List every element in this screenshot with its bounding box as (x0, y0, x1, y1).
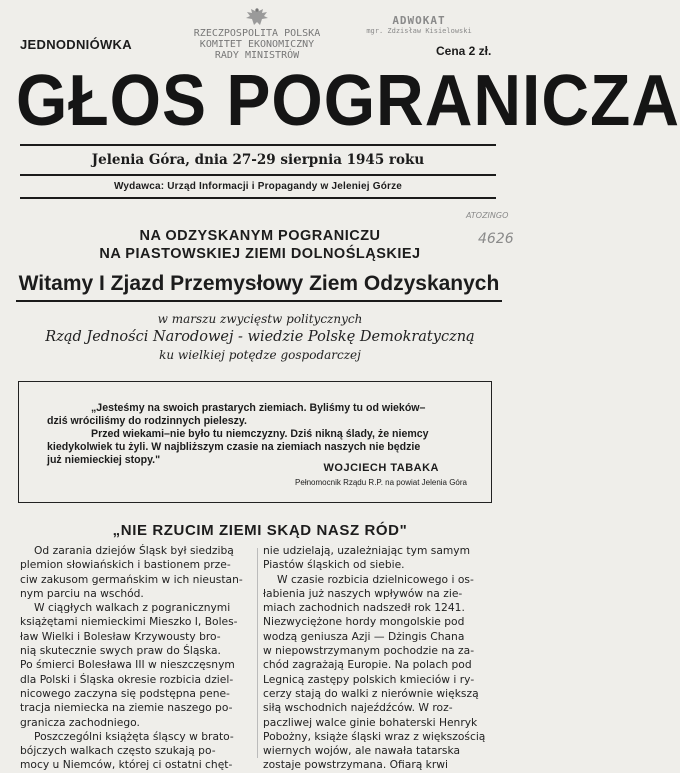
slogan-line: w marszu zwycięstw politycznych (157, 312, 363, 326)
quote-line: kiedykolwiek tu żyli. W najbliższym czasie na ziemiach naszych nie będzie (47, 441, 421, 453)
article-line: chód zagrażają Europie. Na polach pod (263, 658, 472, 672)
article-line: w niepowstrzymanym pochodzie na za- (263, 644, 475, 658)
slogan-line: ku wielkiej potędze gospodarczej (159, 348, 361, 362)
quote-author-role: Pełnomocnik Rządu R.P. na powiat Jelenia Góra (295, 478, 467, 487)
article-line: bójczych walkach często szukają po- (20, 744, 216, 758)
article-line: W czasie rozbicia dzielnicowego i os- (277, 572, 474, 586)
emblem-line: RZECZPOSPOLITA POLSKA (193, 28, 321, 39)
article-line: Piastów śląskich od siebie. (263, 558, 405, 572)
dateline: Jelenia Góra, dnia 27-29 sierpnia 1945 roku (91, 152, 425, 168)
handwritten-number: 4626 (478, 231, 514, 247)
article-line: W ciągłych walkach z pogranicznymi (34, 601, 231, 615)
emblem-line: RADY MINISTRÓW (214, 50, 300, 61)
article-line: cerzy stają do walki z nierównie większą (263, 686, 479, 700)
slogan-block (40, 311, 480, 363)
quote-line: już niemieckiej stopy." (47, 454, 161, 466)
emblem-line: KOMITET EKONOMICZNY (199, 39, 315, 50)
article-line: Od zarania dziejów Śląsk był siedzibą (34, 544, 234, 557)
article-line: zostaje powstrzymana. Ofiarą krwi (263, 758, 448, 772)
article-line: miach zachodnich nadszedł rok 1241. (263, 601, 465, 615)
article-line: granicza zachodniego. (20, 715, 140, 729)
welcome-headline: Witamy I Zjazd Przemysłowy Ziem Odzyskanych (18, 272, 500, 295)
masthead-rule (20, 144, 496, 146)
article-line: Poszczególni książęta śląscy w brato- (34, 729, 234, 743)
edition-label: JEDNODNIÓWKA (20, 37, 132, 52)
column-divider (257, 548, 258, 758)
article-line: nie udzielają, uzależniając tym samym (263, 544, 471, 557)
quote-line: „Jesteśmy na swoich prastarych ziemiach. Byliśmy tu od wieków– (91, 402, 426, 414)
quote-line: dziś wróciliśmy do rodzinnych pieleszy. (47, 415, 247, 427)
publisher-line: Wydawca: Urząd Informacji i Propagandy w Jeleniej Górze (113, 181, 403, 192)
article-title: „NIE RZUCIM ZIEMI SKĄD NASZ RÓD" (112, 522, 408, 539)
price-label: Cena 2 zł. (436, 44, 492, 58)
article-line: Niezwyciężone hordy mongolskie pod (263, 615, 465, 629)
handwritten-note: ATOZINGO (466, 211, 509, 220)
eagle-emblem-icon (244, 6, 270, 28)
article-line: nicowego zaczyna się podstępna pene- (20, 686, 230, 700)
article-line: tracja niemiecka na ziemie naszego po- (20, 701, 233, 715)
article-line: wiernych wojów, ale nawała tatarska (263, 744, 461, 758)
quote-author: WOJCIECH TABAKA (323, 462, 439, 474)
article-line: nią skutecznie swych praw do Śląska. (20, 644, 221, 658)
stamp-name: mgr. Zdzisław Kisielowski (366, 27, 472, 35)
article-line: Po śmierci Bolesława III w nieszczęsnym (20, 658, 235, 672)
headline-caps (40, 227, 480, 263)
headline-line: NA ODZYSKANYM POGRANICZU (139, 228, 381, 244)
stamp-title: ADWOKAT (392, 14, 446, 27)
masthead-rule (20, 174, 496, 176)
article-line: ciw zakusom germańskim w ich nieustan- (20, 572, 243, 586)
slogan-line: Rząd Jedności Narodowej - wiedzie Polskę Demokratyczną (45, 329, 475, 345)
emblem-stamp-text (176, 28, 338, 61)
quote-text (47, 402, 477, 467)
article-line: Pobożny, książe śląski wraz z większością (263, 729, 486, 743)
article-line: książętami niemieckimi Mieszko I, Boles- (20, 615, 238, 629)
headline-line: NA PIASTOWSKIEJ ZIEMI DOLNOŚLĄSKIEJ (99, 246, 421, 262)
quote-line: Przed wiekami–nie było tu niemczyzny. Dziś nikną ślady, że niemcy (91, 428, 429, 440)
article-line: dla Polski i Śląska okresie rozbicia dziel- (20, 672, 234, 686)
article-column-right (263, 544, 500, 773)
article-column-left (20, 544, 252, 773)
quote-box (18, 381, 492, 503)
article-line: plemion słowiańskich i bastionem prze- (20, 558, 231, 572)
article-line: Legnicą zastępy polskich kmieciów i ry- (263, 672, 475, 686)
article-line: mocy u Niemców, której ci ostatni chęt- (20, 758, 233, 772)
article-line: wodzą geniusza Azji — Dżingis Chana (263, 629, 465, 643)
newspaper-title: GŁOS POGRANICZA (16, 59, 680, 141)
masthead-rule (20, 197, 496, 199)
lawyer-stamp (364, 14, 474, 35)
article-line: siłą wschodnich najeźdźców. W roz- (263, 701, 453, 715)
article-line: ław Wielki i Bolesław Krzywousty bro- (20, 629, 221, 643)
article-line: łabienia już naszych wpływów na zie- (263, 586, 463, 600)
headline-underline (16, 300, 502, 302)
article-line: nym parciu na wschód. (20, 586, 144, 600)
article-line: paczliwej walce ginie bohaterski Henryk (263, 715, 478, 729)
